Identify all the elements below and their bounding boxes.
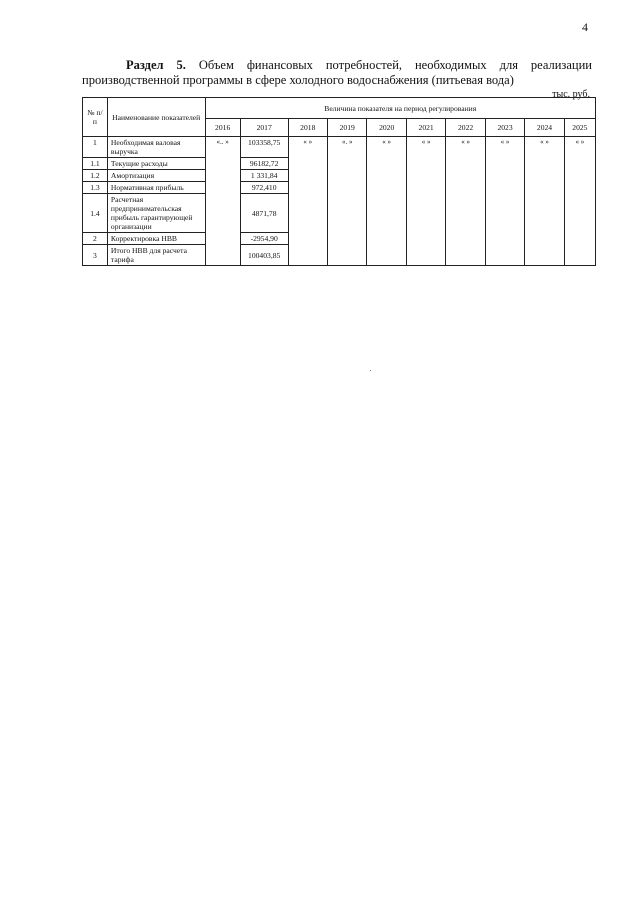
row-name: Необходимая валовая выручка <box>107 137 205 158</box>
row-name: Текущие расходы <box>107 158 205 170</box>
header-name: Наименование показателей <box>107 98 205 137</box>
year-cell: 2023 <box>485 119 524 137</box>
value-2017: 96182,72 <box>240 158 288 170</box>
stray-mark <box>370 370 371 371</box>
row-num: 1.1 <box>83 158 108 170</box>
row-num: 1.4 <box>83 194 108 233</box>
units-label: тыс. руб. <box>552 89 590 100</box>
section-heading <box>82 58 592 88</box>
value-2017: 1 331,84 <box>240 170 288 182</box>
section-heading-prefix: Раздел 5. <box>126 58 186 72</box>
row-num: 1.2 <box>83 170 108 182</box>
row-name: Корректировка НВВ <box>107 233 205 245</box>
value-2017: 4871,78 <box>240 194 288 233</box>
value-2017: -2954,90 <box>240 233 288 245</box>
value-2017: 972,410 <box>240 182 288 194</box>
row-num: 3 <box>83 245 108 266</box>
value-2021: « » <box>406 137 445 266</box>
year-cell: 2019 <box>328 119 367 137</box>
year-cell: 2017 <box>240 119 288 137</box>
year-cell: 2016 <box>205 119 240 137</box>
row-num: 2 <box>83 233 108 245</box>
year-cell: 2018 <box>288 119 327 137</box>
header-period: Величина показателя на период регулирования <box>205 98 596 119</box>
year-cell: 2021 <box>406 119 445 137</box>
value-2023: « » <box>485 137 524 266</box>
row-name: Итого НВВ для расчета тарифа <box>107 245 205 266</box>
value-2016: «.. » <box>205 137 240 266</box>
value-2024: « » <box>525 137 564 266</box>
value-2022: « » <box>446 137 485 266</box>
year-cell: 2022 <box>446 119 485 137</box>
header-num: № п/ п <box>83 98 108 137</box>
table-row <box>83 137 596 158</box>
financial-needs-table <box>82 97 596 266</box>
table-header-row <box>83 98 596 119</box>
row-name: Нормативная прибыль <box>107 182 205 194</box>
value-2020: « » <box>367 137 406 266</box>
row-num: 1.3 <box>83 182 108 194</box>
value-2019: «. » <box>328 137 367 266</box>
year-cell: 2024 <box>525 119 564 137</box>
row-name: Амортизация <box>107 170 205 182</box>
value-2017: 100403,85 <box>240 245 288 266</box>
value-2018: « » <box>288 137 327 266</box>
row-name: Расчетная предпринимательская прибыль гарантирующей организации <box>107 194 205 233</box>
page-number: 4 <box>582 20 588 34</box>
year-cell: 2025 <box>564 119 595 137</box>
row-num: 1 <box>83 137 108 158</box>
value-2025: « » <box>564 137 595 266</box>
year-cell: 2020 <box>367 119 406 137</box>
section-heading-text: Объем финансовых потребностей, необходимых для реализации производственной программы в сфере холодного водоснабжения (питьевая вода) <box>82 58 592 87</box>
value-2017: 103358,75 <box>240 137 288 158</box>
